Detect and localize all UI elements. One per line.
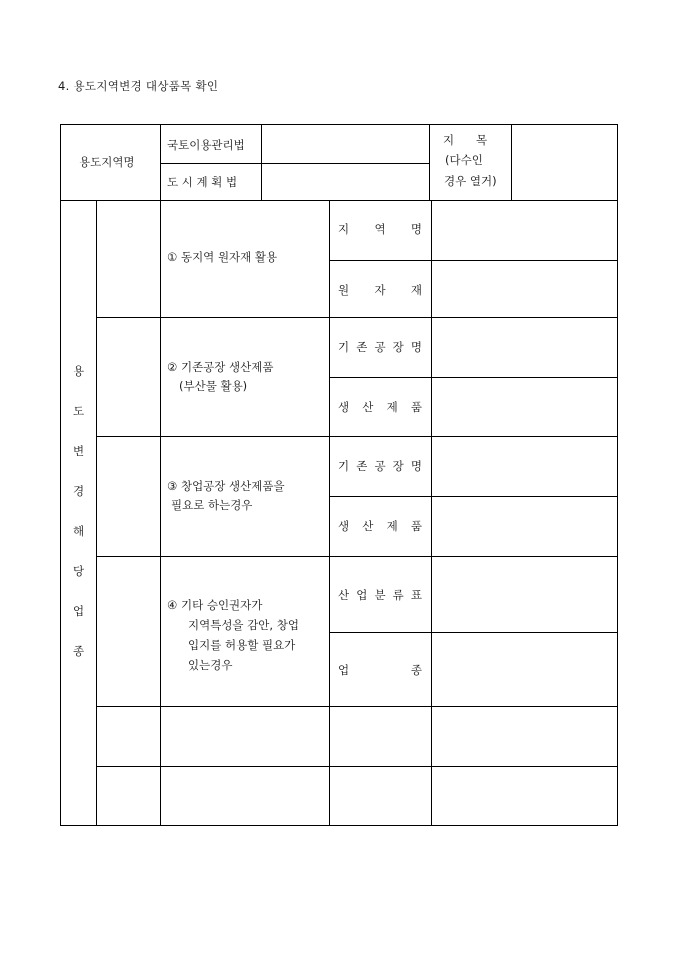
row-rule bbox=[96, 317, 617, 318]
side-label-char: 종 bbox=[72, 644, 85, 658]
label-char: 원 bbox=[338, 283, 350, 297]
column-rule bbox=[429, 125, 430, 200]
category-4-description: ④ 기타 승인권자가 bbox=[167, 598, 263, 612]
field-product-label bbox=[338, 399, 422, 415]
side-label-char: 경 bbox=[72, 484, 85, 498]
field-industry-type-label bbox=[338, 662, 422, 678]
land-category-note: 경우 열거) bbox=[444, 174, 497, 188]
side-label-char: 당 bbox=[72, 564, 85, 578]
category-4-description: 지역특성을 감안, 창업 bbox=[188, 618, 299, 632]
category-2-description: (부산물 활용) bbox=[179, 379, 248, 393]
label-char: 업 bbox=[356, 588, 368, 602]
field-region-name-label bbox=[338, 221, 422, 237]
label-char: 존 bbox=[356, 340, 368, 354]
label-char: 공 bbox=[374, 459, 386, 473]
label-char: 제 bbox=[386, 400, 398, 414]
row-rule bbox=[329, 377, 617, 378]
field-raw-material-label bbox=[338, 282, 422, 298]
label-char: 분 bbox=[374, 588, 386, 602]
field-industry-classification-label bbox=[338, 587, 422, 603]
side-label-char: 해 bbox=[72, 524, 85, 538]
zone-change-industry-label bbox=[61, 363, 96, 659]
label-char: 생 bbox=[338, 519, 350, 533]
side-label-char: 업 bbox=[72, 604, 85, 618]
row-rule bbox=[96, 706, 617, 707]
label-char: 품 bbox=[410, 400, 422, 414]
label-char: 산 bbox=[362, 400, 374, 414]
header-bottom-rule bbox=[61, 200, 617, 201]
row-rule bbox=[96, 436, 617, 437]
land-category-note: (다수인 bbox=[445, 153, 483, 167]
column-rule bbox=[160, 200, 161, 825]
label-char: 지 bbox=[338, 222, 350, 236]
category-1-description: ① 동지역 원자재 활용 bbox=[167, 250, 278, 264]
label-char: 재 bbox=[410, 283, 422, 297]
side-label-char: 도 bbox=[72, 404, 85, 418]
label-char: 장 bbox=[392, 340, 404, 354]
column-rule bbox=[511, 125, 512, 200]
label-char: 명 bbox=[410, 222, 422, 236]
row-rule bbox=[329, 260, 617, 261]
field-existing-factory-name-label bbox=[338, 339, 422, 355]
column-rule bbox=[329, 200, 330, 825]
column-rule bbox=[96, 200, 97, 825]
field-product-label bbox=[338, 518, 422, 534]
category-2-description: ② 기존공장 생산제품 bbox=[167, 360, 274, 374]
row-rule bbox=[329, 496, 617, 497]
label-char: 공 bbox=[374, 340, 386, 354]
column-rule bbox=[431, 200, 432, 825]
category-3-description: ③ 창업공장 생산제품을 bbox=[167, 479, 285, 493]
label-char: 기 bbox=[338, 459, 350, 473]
label-char: 종 bbox=[410, 663, 422, 677]
zone-change-form-table bbox=[60, 124, 618, 826]
label-char: 역 bbox=[374, 222, 386, 236]
category-3-description: 필요로 하는경우 bbox=[171, 498, 253, 512]
label-char: 산 bbox=[362, 519, 374, 533]
label-char: 장 bbox=[392, 459, 404, 473]
label-char: 존 bbox=[356, 459, 368, 473]
category-4-description: 입지를 허용할 필요가 bbox=[188, 638, 296, 652]
label-char: 표 bbox=[410, 588, 422, 602]
row-rule bbox=[96, 556, 617, 557]
label-char: 품 bbox=[410, 519, 422, 533]
column-rule bbox=[261, 125, 262, 200]
row-rule bbox=[329, 632, 617, 633]
label-char: 생 bbox=[338, 400, 350, 414]
label-char: 명 bbox=[410, 459, 422, 473]
label-char: 제 bbox=[386, 519, 398, 533]
column-rule bbox=[160, 125, 161, 200]
label-char: 명 bbox=[410, 340, 422, 354]
row-rule bbox=[96, 766, 617, 767]
category-4-description: 있는경우 bbox=[188, 658, 233, 672]
header-divider bbox=[160, 163, 429, 164]
law-1-label: 국토이용관리법 bbox=[167, 138, 245, 152]
label-char: 산 bbox=[338, 588, 350, 602]
law-2-label: 도 시 계 획 법 bbox=[167, 175, 238, 189]
side-label-char: 용 bbox=[72, 364, 85, 378]
side-label-char: 변 bbox=[72, 444, 85, 458]
land-category-label: 지 목 bbox=[443, 133, 488, 147]
field-existing-factory-name-label bbox=[338, 458, 422, 474]
label-char: 자 bbox=[374, 283, 386, 297]
label-char: 업 bbox=[338, 663, 350, 677]
label-char: 기 bbox=[338, 340, 350, 354]
label-char: 류 bbox=[392, 588, 404, 602]
zone-name-label: 용도지역명 bbox=[79, 155, 135, 169]
section-heading: 4. 용도지역변경 대상품목 확인 bbox=[58, 79, 219, 93]
